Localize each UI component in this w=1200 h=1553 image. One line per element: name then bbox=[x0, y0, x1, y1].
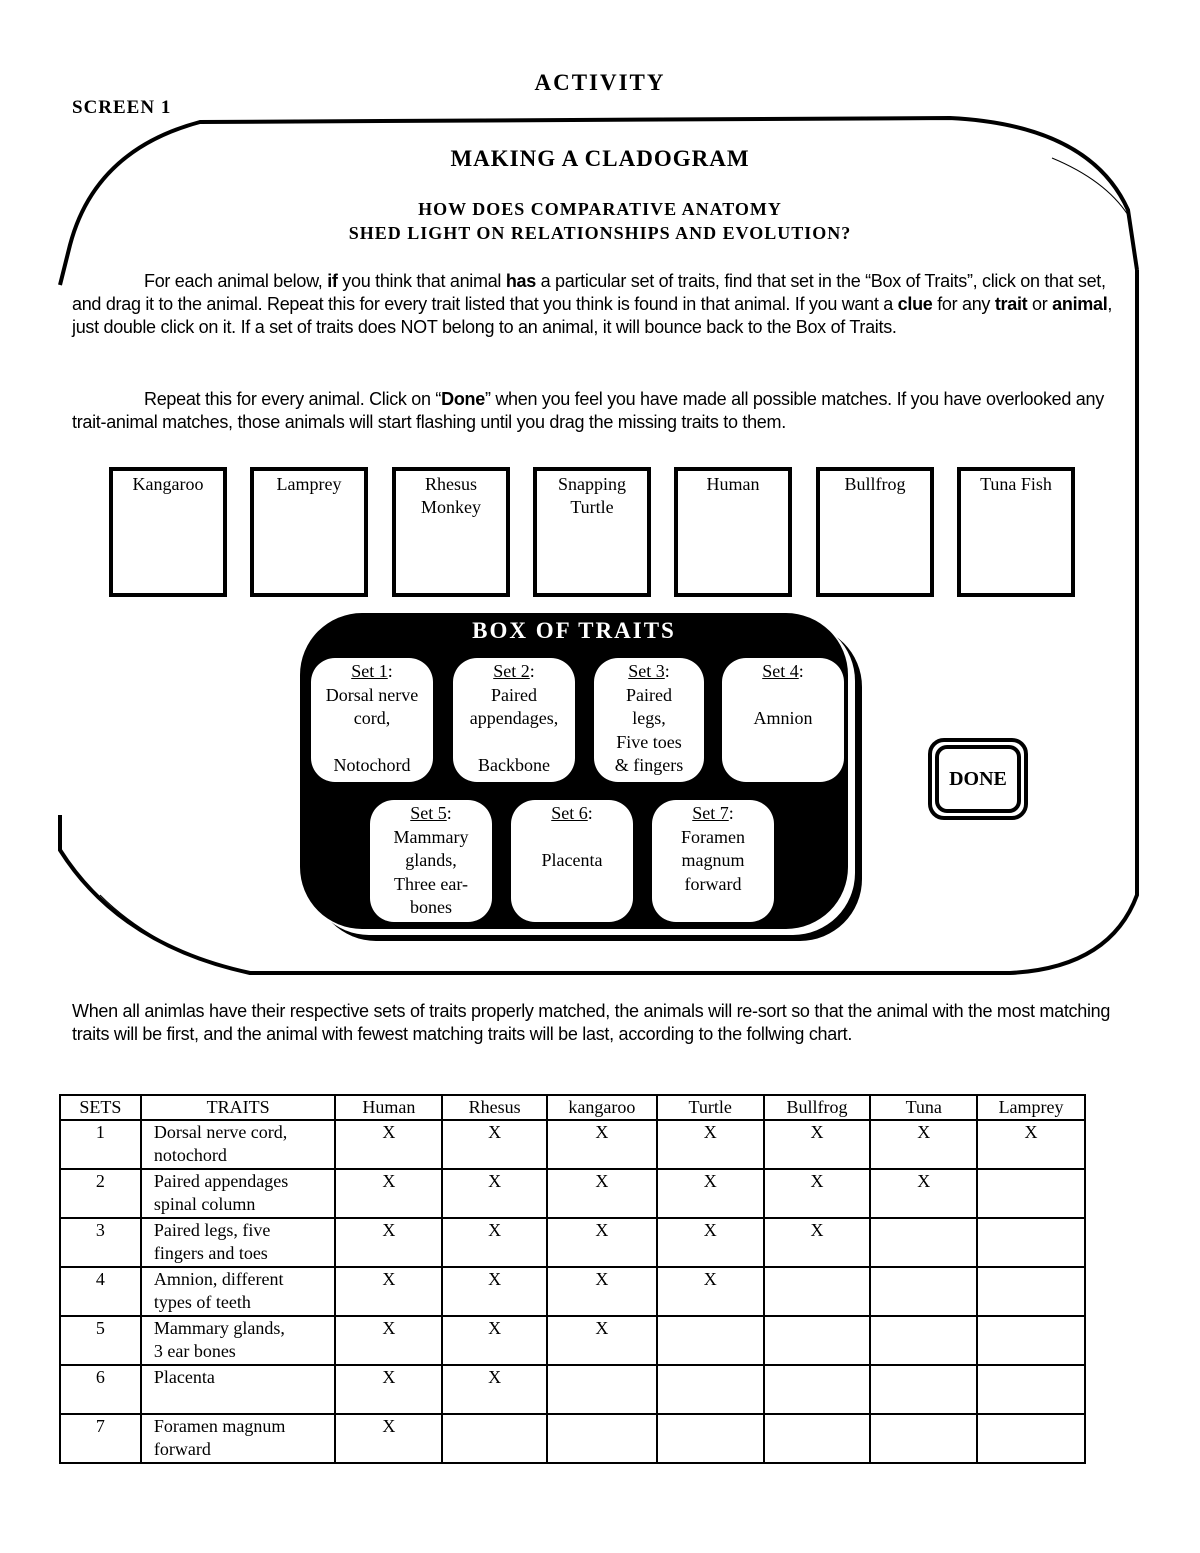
trait-line: Placenta bbox=[541, 850, 603, 870]
table-row bbox=[60, 1316, 1085, 1365]
trait-cell: Placenta bbox=[141, 1365, 336, 1414]
mark-cell: X bbox=[977, 1120, 1085, 1169]
trait-line: Dorsal nerve bbox=[325, 684, 419, 705]
mark-cell: X bbox=[335, 1169, 442, 1218]
table-row bbox=[60, 1169, 1085, 1218]
question-line-1: HOW DOES COMPARATIVE ANATOMY bbox=[418, 199, 782, 219]
mark-cell bbox=[442, 1414, 547, 1463]
animal-name: Snapping bbox=[557, 474, 626, 494]
trait-line: magnum bbox=[681, 850, 745, 870]
mark-cell bbox=[977, 1169, 1085, 1218]
trait-set-5[interactable] bbox=[370, 800, 492, 922]
set-label: Set 6: bbox=[551, 803, 593, 823]
trait-line bbox=[722, 684, 844, 708]
screen-label: SCREEN 1 bbox=[72, 97, 172, 118]
set-number-cell: 7 bbox=[60, 1414, 141, 1463]
set-label: Set 7: bbox=[692, 803, 734, 823]
page-title: MAKING A CLADOGRAM bbox=[450, 146, 750, 171]
trait-line: forward bbox=[684, 873, 742, 894]
trait-line: bones bbox=[410, 897, 452, 917]
mark-cell: X bbox=[764, 1120, 871, 1169]
trait-line: Foramen bbox=[681, 826, 745, 847]
mark-cell: X bbox=[442, 1365, 547, 1414]
header-cell: Human bbox=[335, 1095, 442, 1120]
trait-line: Mammary bbox=[393, 826, 469, 847]
mark-cell bbox=[870, 1316, 977, 1365]
mark-cell bbox=[547, 1365, 657, 1414]
trait-set-4[interactable] bbox=[722, 658, 844, 782]
trait-line: legs, bbox=[632, 708, 666, 728]
trait-line: Paired bbox=[491, 684, 537, 705]
header-cell: SETS bbox=[60, 1095, 141, 1120]
mark-cell: X bbox=[442, 1218, 547, 1267]
trait-line: Three ear- bbox=[393, 873, 469, 894]
set-number-cell: 1 bbox=[60, 1120, 141, 1169]
mark-cell: X bbox=[657, 1218, 764, 1267]
instructions-paragraph-2: Repeat this for every animal. Click on “Done” when you feel you have made all possible matches. If you have overlooked any trait-animal matches, those animals will start flashing until you drag the missing traits to them. bbox=[72, 389, 1104, 432]
trait-line: appendages, bbox=[469, 708, 559, 728]
mark-cell: X bbox=[335, 1365, 442, 1414]
mark-cell bbox=[870, 1365, 977, 1414]
mark-cell: X bbox=[547, 1267, 657, 1316]
mark-cell: X bbox=[764, 1169, 871, 1218]
trait-line: cord, bbox=[353, 708, 391, 728]
mark-cell: X bbox=[870, 1120, 977, 1169]
trait-line: Five toes bbox=[616, 731, 682, 752]
instructions-paragraph-1: For each animal below, if you think that animal has a particular set of traits, find that set in the “Box of Traits”, click on that set, and drag it to the animal. Repeat this for every trait listed that you think is found in that animal. If you want a clue for any trait or animal, just double click on it. If a set of traits does NOT belong to an animal, it will bounce back to the Box of Traits. bbox=[72, 271, 1113, 337]
trait-line: Paired bbox=[626, 684, 672, 705]
mark-cell: X bbox=[335, 1120, 442, 1169]
trait-cell: Dorsal nerve cord, notochord bbox=[141, 1120, 336, 1169]
mark-cell bbox=[657, 1365, 764, 1414]
set-label: Set 4: bbox=[762, 661, 804, 681]
mark-cell bbox=[977, 1267, 1085, 1316]
set-label: Set 3: bbox=[628, 661, 670, 681]
trait-set-1[interactable] bbox=[311, 658, 433, 782]
mark-cell: X bbox=[657, 1120, 764, 1169]
animal-box-tuna-fish[interactable] bbox=[957, 467, 1075, 597]
animal-name: Human bbox=[706, 474, 760, 494]
animal-name: Bullfrog bbox=[844, 474, 906, 494]
mark-cell: X bbox=[335, 1267, 442, 1316]
trait-set-6[interactable] bbox=[511, 800, 633, 922]
activity-title: ACTIVITY bbox=[534, 70, 666, 95]
trait-set-7[interactable] bbox=[652, 800, 774, 922]
set-number-cell: 5 bbox=[60, 1316, 141, 1365]
set-number-cell: 3 bbox=[60, 1218, 141, 1267]
mark-cell: X bbox=[547, 1120, 657, 1169]
trait-line: Backbone bbox=[478, 755, 550, 775]
trait-set-3[interactable] bbox=[594, 658, 704, 782]
mark-cell: X bbox=[547, 1218, 657, 1267]
header-cell: Tuna bbox=[870, 1095, 977, 1120]
header-cell: kangaroo bbox=[547, 1095, 657, 1120]
mark-cell: X bbox=[335, 1218, 442, 1267]
animal-box-human[interactable] bbox=[674, 467, 792, 597]
done-button-label: DONE bbox=[935, 745, 1021, 813]
mark-cell: X bbox=[764, 1218, 871, 1267]
mark-cell bbox=[977, 1365, 1085, 1414]
trait-cell: Amnion, different types of teeth bbox=[141, 1267, 336, 1316]
animal-name: Tuna Fish bbox=[980, 474, 1052, 494]
mark-cell bbox=[764, 1414, 871, 1463]
set-number-cell: 6 bbox=[60, 1365, 141, 1414]
animal-name-line2: Turtle bbox=[570, 497, 614, 517]
mark-cell: X bbox=[442, 1120, 547, 1169]
header-cell: Turtle bbox=[657, 1095, 764, 1120]
done-button[interactable] bbox=[928, 738, 1028, 820]
set-label: Set 5: bbox=[410, 803, 452, 823]
trait-set-2[interactable] bbox=[453, 658, 575, 782]
set-label: Set 2: bbox=[493, 661, 535, 681]
mark-cell: X bbox=[657, 1267, 764, 1316]
mark-cell bbox=[764, 1267, 871, 1316]
mark-cell: X bbox=[442, 1267, 547, 1316]
trait-line: & fingers bbox=[614, 755, 684, 775]
table-row bbox=[60, 1218, 1085, 1267]
box-of-traits-title: BOX OF TRAITS bbox=[472, 618, 676, 643]
mark-cell bbox=[657, 1414, 764, 1463]
mark-cell: X bbox=[335, 1414, 442, 1463]
mark-cell: X bbox=[335, 1316, 442, 1365]
table-row bbox=[60, 1365, 1085, 1414]
table-row bbox=[60, 1414, 1085, 1463]
mark-cell: X bbox=[870, 1169, 977, 1218]
header-cell: Bullfrog bbox=[764, 1095, 871, 1120]
mark-cell bbox=[870, 1267, 977, 1316]
trait-line: Amnion bbox=[753, 708, 813, 728]
animal-box-lamprey[interactable] bbox=[250, 467, 368, 597]
mark-cell bbox=[977, 1218, 1085, 1267]
mark-cell bbox=[764, 1365, 871, 1414]
question-line-2: SHED LIGHT ON RELATIONSHIPS AND EVOLUTION? bbox=[348, 223, 852, 243]
mark-cell: X bbox=[442, 1316, 547, 1365]
mark-cell bbox=[764, 1316, 871, 1365]
animal-name: Kangaroo bbox=[132, 474, 204, 494]
mark-cell: X bbox=[442, 1169, 547, 1218]
trait-line bbox=[311, 731, 433, 755]
mark-cell: X bbox=[547, 1169, 657, 1218]
mark-cell bbox=[657, 1316, 764, 1365]
trait-line: Notochord bbox=[333, 755, 411, 775]
mark-cell: X bbox=[657, 1169, 764, 1218]
trait-line bbox=[511, 826, 633, 850]
mark-cell bbox=[977, 1316, 1085, 1365]
footer-paragraph: When all animlas have their respective sets of traits properly matched, the animals will re-sort so that the animal with the most matching traits will be first, and the animal with fewest matching traits will be last, according to the follwing chart. bbox=[72, 1001, 1111, 1044]
header-cell: Rhesus bbox=[442, 1095, 547, 1120]
table-header-row bbox=[60, 1095, 1085, 1120]
mark-cell: X bbox=[547, 1316, 657, 1365]
trait-cell: Foramen magnum forward bbox=[141, 1414, 336, 1463]
animal-name: Lamprey bbox=[276, 474, 342, 494]
trait-cell: Paired legs, five fingers and toes bbox=[141, 1218, 336, 1267]
trait-cell: Paired appendages spinal column bbox=[141, 1169, 336, 1218]
animal-box-snapping-turtle[interactable] bbox=[533, 467, 651, 597]
mark-cell bbox=[870, 1218, 977, 1267]
animal-name: Rhesus bbox=[424, 474, 477, 494]
animal-box-bullfrog[interactable] bbox=[816, 467, 934, 597]
header-cell: TRAITS bbox=[141, 1095, 336, 1120]
animal-box-kangaroo[interactable] bbox=[109, 467, 227, 597]
mark-cell bbox=[870, 1414, 977, 1463]
table-row bbox=[60, 1120, 1085, 1169]
trait-cell: Mammary glands, 3 ear bones bbox=[141, 1316, 336, 1365]
set-number-cell: 2 bbox=[60, 1169, 141, 1218]
set-label: Set 1: bbox=[351, 661, 393, 681]
mark-cell bbox=[977, 1414, 1085, 1463]
header-cell: Lamprey bbox=[977, 1095, 1085, 1120]
trait-line: glands, bbox=[405, 850, 457, 870]
animal-name-line2: Monkey bbox=[421, 497, 481, 517]
trait-line bbox=[453, 731, 575, 755]
mark-cell bbox=[547, 1414, 657, 1463]
animal-box-rhesus-monkey[interactable] bbox=[392, 467, 510, 597]
set-number-cell: 4 bbox=[60, 1267, 141, 1316]
table-row bbox=[60, 1267, 1085, 1316]
traits-table bbox=[59, 1094, 1086, 1464]
